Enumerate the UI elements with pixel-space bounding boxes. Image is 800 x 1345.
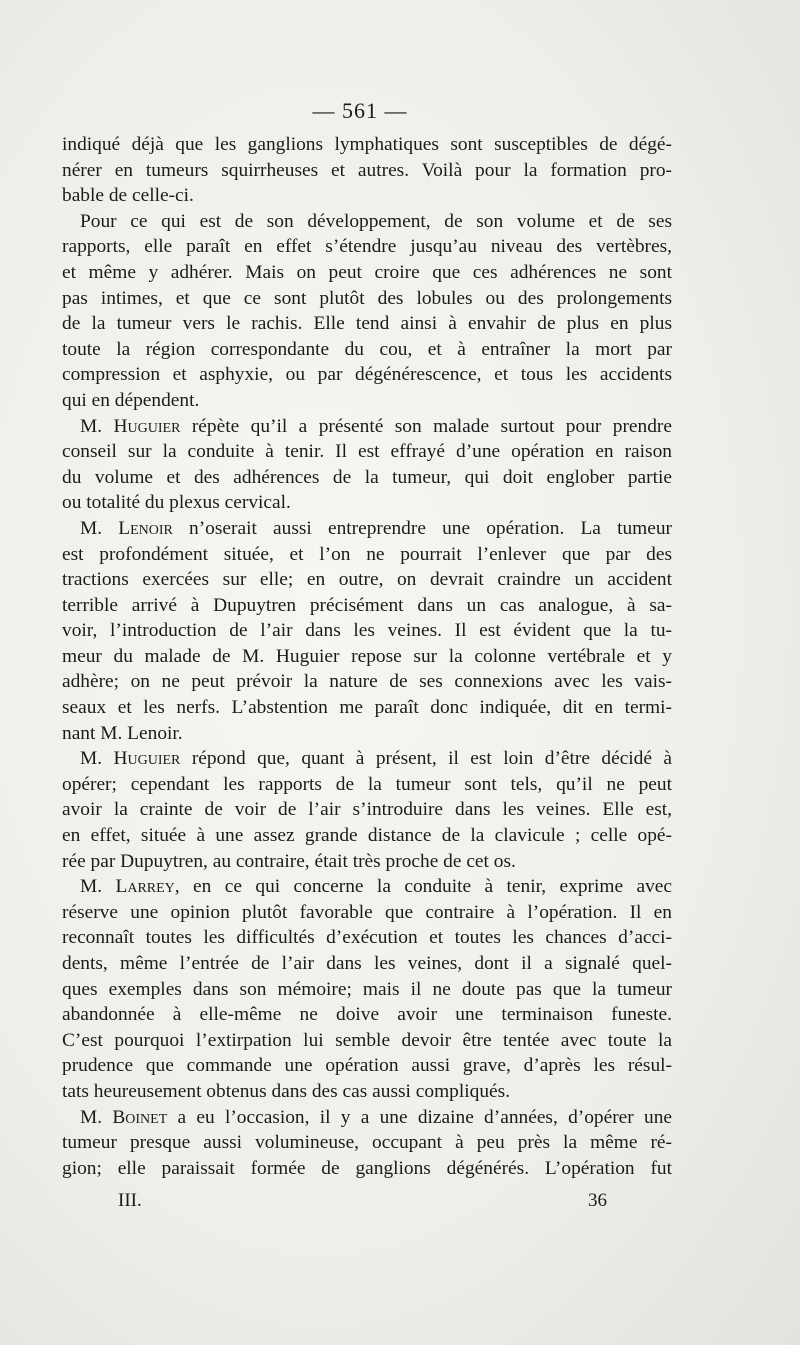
text-line — [62, 542, 672, 568]
line-text: est profondément située, et l’on ne pourrait l’enlever que par des — [62, 543, 672, 565]
text-line — [62, 209, 672, 235]
line-text: tractions exercées sur elle; en outre, on devrait craindre un accident — [62, 569, 672, 591]
line-text: rée par Dupuytren, au contraire, était très proche de cet os. — [62, 850, 516, 872]
line-text: ques exemples dans son mémoire; mais il ne doute pas que la tumeur — [62, 978, 672, 1000]
line-text: réserve une opinion plutôt favorable que contraire à l’opération. Il en — [62, 901, 672, 923]
line-text: de la tumeur vers le rachis. Elle tend ainsi à envahir de plus en plus — [62, 313, 672, 335]
line-text: rapports, elle paraît en effet s’étendre jusqu’au niveau des vertèbres, — [62, 236, 672, 258]
line-text: ou totalité du plexus cervical. — [62, 492, 291, 514]
text-line — [62, 593, 672, 619]
body-text — [62, 132, 672, 1181]
line-text: reconnaît toutes les difficultés d’exécution et toutes les chances d’acci- — [62, 927, 672, 949]
line-text: et même y adhérer. Mais on peut croire que ces adhérences ne sont — [62, 261, 672, 283]
text-line — [62, 260, 672, 286]
line-text: avoir la crainte de voir de l’air s’introduire dans les veines. Elle est, — [62, 799, 672, 821]
paragraph — [62, 414, 672, 516]
text-line — [62, 286, 672, 312]
speaker-name: M. Boinet — [80, 1106, 168, 1128]
line-text: du volume et des adhérences de la tumeur, qui doit englober partie — [62, 466, 672, 488]
text-line — [62, 1079, 672, 1105]
paragraph — [62, 516, 672, 746]
signature-mark: 36 — [588, 1190, 607, 1211]
text-line — [62, 618, 672, 644]
text-line — [62, 234, 672, 260]
text-line — [62, 183, 672, 209]
line-text: n’oserait aussi entreprendre une opération. La tumeur — [189, 517, 672, 539]
volume-marker: III. — [118, 1190, 142, 1211]
text-line — [62, 951, 672, 977]
speaker-name: M. Lenoir — [80, 517, 173, 539]
line-text: bable de celle-ci. — [62, 185, 194, 207]
line-text: compression et asphyxie, ou par dégénérescence, et tous les accidents — [62, 364, 672, 386]
text-line — [62, 797, 672, 823]
paragraph — [62, 1105, 672, 1182]
text-line — [62, 158, 672, 184]
text-line — [62, 1156, 672, 1182]
line-text: tats heureusement obtenus dans des cas aussi compliqués. — [62, 1080, 511, 1102]
text-line — [62, 1105, 672, 1131]
line-text: indiqué déjà que les ganglions lymphatiques sont susceptibles de dégé- — [62, 134, 672, 155]
line-text: nant M. Lenoir. — [62, 722, 183, 744]
line-text: meur du malade de M. Huguier repose sur la colonne vertébrale et y — [62, 645, 672, 667]
paragraph — [62, 209, 672, 414]
text-line — [62, 362, 672, 388]
text-line — [62, 925, 672, 951]
line-text: opérer; cependant les rapports de la tumeur sont tels, qu’il ne peut — [62, 773, 672, 795]
line-text: prudence que commande une opération aussi grave, d’après les résul- — [62, 1055, 672, 1077]
line-text: abandonnée à elle-même ne doive avoir une terminaison funeste. — [62, 1004, 672, 1026]
line-text: dents, même l’entrée de l’air dans les veines, dont il a signalé quel- — [62, 953, 672, 974]
paragraph — [62, 132, 672, 209]
line-text: tumeur presque aussi volumineuse, occupant à peu près la même ré- — [62, 1132, 672, 1154]
paragraph — [62, 874, 672, 1104]
line-text: C’est pourquoi l’extirpation lui semble devoir être tentée avec toute la — [62, 1029, 672, 1051]
line-text: répète qu’il a présenté son malade surtout pour prendre — [191, 415, 672, 437]
text-line — [62, 823, 672, 849]
text-line — [62, 337, 672, 363]
paragraph — [62, 746, 672, 874]
line-text: Pour ce qui est de son développement, de son volume et de ses — [80, 210, 672, 232]
text-line — [62, 388, 672, 414]
text-line — [62, 1028, 672, 1054]
speaker-name: M. Huguier — [80, 748, 181, 770]
line-text: en effet, située à une assez grande distance de la clavicule ; celle opé- — [62, 825, 672, 847]
line-text: qui en dépendent. — [62, 389, 200, 411]
text-line — [62, 414, 672, 440]
line-text: en ce qui concerne la conduite à tenir, exprime avec — [193, 876, 672, 898]
text-line — [62, 490, 672, 516]
text-line — [62, 439, 672, 465]
line-text: conseil sur la conduite à tenir. Il est effrayé d’une opération en raison — [62, 441, 672, 463]
line-text: seaux et les nerfs. L’abstention me paraît donc indiquée, dit en termi- — [62, 697, 672, 719]
text-line — [62, 1002, 672, 1028]
text-line — [62, 772, 672, 798]
line-text: nérer en tumeurs squirrheuses et autres. Voilà pour la formation pro- — [62, 159, 672, 181]
text-line — [62, 721, 672, 747]
line-text: a eu l’occasion, il y a une dizaine d’années, d’opérer une — [177, 1106, 672, 1128]
text-line — [62, 516, 672, 542]
text-line — [62, 669, 672, 695]
text-line — [62, 849, 672, 875]
text-line — [62, 132, 672, 158]
text-line — [62, 311, 672, 337]
text-line — [62, 977, 672, 1003]
line-text: toute la région correspondante du cou, et à entraîner la mort par — [62, 338, 672, 360]
text-line — [62, 1053, 672, 1079]
text-line — [62, 746, 672, 772]
text-line — [62, 465, 672, 491]
text-line — [62, 874, 672, 900]
text-line — [62, 695, 672, 721]
line-text: pas intimes, et que ce sont plutôt des lobules ou des prolongements — [62, 287, 672, 309]
text-line — [62, 644, 672, 670]
line-text: terrible arrivé à Dupuytren précisément dans un cas analogue, à sa- — [62, 594, 672, 616]
text-line — [62, 1130, 672, 1156]
line-text: gion; elle paraissait formée de ganglions dégénérés. L’opération fut — [62, 1157, 672, 1179]
text-line — [62, 900, 672, 926]
page-number: — 561 — — [312, 98, 408, 123]
line-text: voir, l’introduction de l’air dans les veines. Il est évident que la tu- — [62, 620, 672, 642]
text-line — [62, 567, 672, 593]
speaker-name: M. Huguier — [80, 415, 181, 437]
line-text: adhère; on ne peut prévoir la nature de ses connexions avec les vais- — [62, 671, 672, 693]
speaker-name: M. Larrey, — [80, 876, 180, 898]
line-text: répond que, quant à présent, il est loin d’être décidé à — [191, 748, 672, 770]
